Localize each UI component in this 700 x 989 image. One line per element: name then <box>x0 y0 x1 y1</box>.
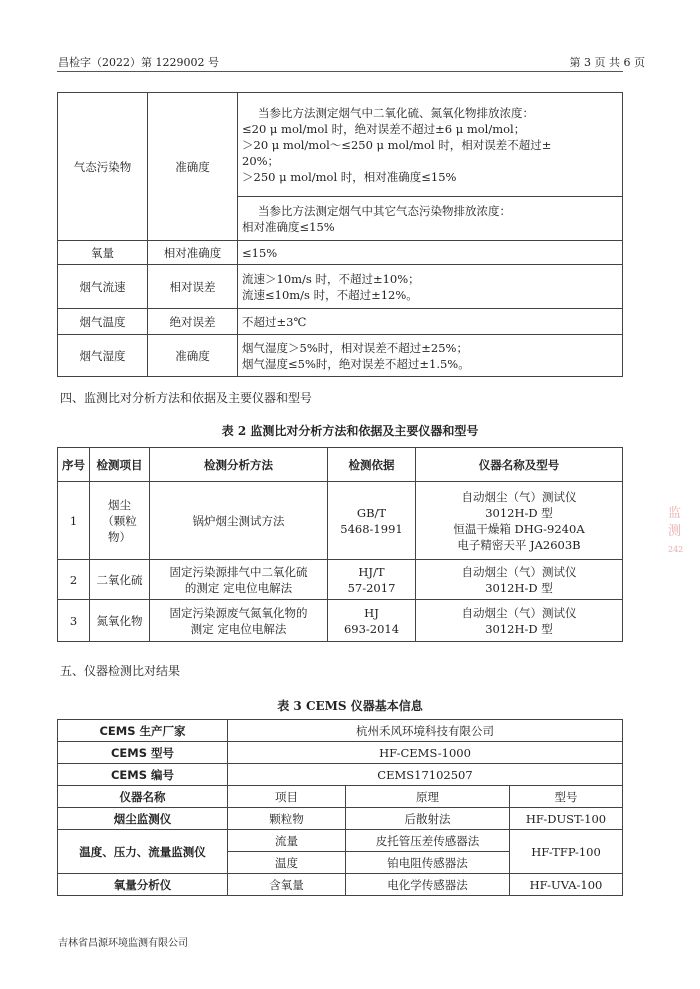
cell-line: 5468-1991 <box>340 521 403 536</box>
item-cell: 二氧化硫 <box>90 560 150 600</box>
spec-cell <box>238 265 623 309</box>
spec-line: 相对准确度≤15% <box>242 219 335 234</box>
seal-stamp <box>668 505 692 559</box>
basis-cell <box>328 600 416 642</box>
instrument-name: 温度、压力、流量监测仪 <box>58 830 228 874</box>
cell-line: 57-2017 <box>347 580 396 595</box>
category-cell: 烟气流速 <box>58 265 148 309</box>
method-cell <box>150 560 328 600</box>
table2-caption: 表 2 监测比对分析方法和依据及主要仪器和型号 <box>221 424 479 438</box>
header-rule <box>57 71 623 72</box>
cell-line: 的测定 定电位电解法 <box>184 580 293 595</box>
item-cell: 准确度 <box>148 93 238 241</box>
section-heading-5: 五、仪器检测比对结果 <box>60 664 181 678</box>
item-cell: 温度 <box>228 852 346 874</box>
stamp-char: 监 <box>668 506 682 521</box>
cems-info-table <box>57 719 623 896</box>
instrument-cell <box>416 560 623 600</box>
item-cell: 含氧量 <box>228 874 346 896</box>
item-cell: 颗粒物 <box>228 808 346 830</box>
cell-line: GB/T <box>356 505 387 520</box>
spec-line: 流速＞10m/s 时，不超过±10%； <box>242 271 420 286</box>
header-cell: 检测分析方法 <box>150 448 328 482</box>
page-number: 第 3 页 共 6 页 <box>569 56 645 69</box>
spec-line: ＞250 μ mol/mol 时，相对准确度≤15% <box>242 169 457 184</box>
table-header-row <box>58 786 623 808</box>
item-cell: 流量 <box>228 830 346 852</box>
table-row <box>58 830 623 852</box>
cell-line: 自动烟尘（气）测试仪 <box>461 605 577 620</box>
table-row <box>58 560 623 600</box>
model-cell: HF-UVA-100 <box>510 874 623 896</box>
instrument-cell <box>416 482 623 560</box>
principle-cell: 电化学传感器法 <box>346 874 510 896</box>
table-row <box>58 764 623 786</box>
table-row <box>58 808 623 830</box>
cell-line: 测定 定电位电解法 <box>190 621 287 636</box>
instrument-name: 氧量分析仪 <box>58 874 228 896</box>
cell-line: 693-2014 <box>343 621 400 636</box>
cell-line: HJ <box>364 605 379 620</box>
label-cell: CEMS 型号 <box>58 742 228 764</box>
value-cell: CEMS17102507 <box>228 764 623 786</box>
cell-line: 3012H-D 型 <box>485 621 553 636</box>
accuracy-table <box>57 92 623 377</box>
spec-line: ＞20 μ mol/mol～≤250 μ mol/mol 时，相对误差不超过± <box>242 137 552 152</box>
row-number: 2 <box>58 560 90 600</box>
item-cell: 绝对误差 <box>148 309 238 335</box>
item-cell: 准确度 <box>148 335 238 377</box>
table-row <box>58 309 623 335</box>
header-cell: 序号 <box>58 448 90 482</box>
cell-line: 3012H-D 型 <box>485 505 553 520</box>
label-cell: CEMS 编号 <box>58 764 228 786</box>
method-cell <box>150 600 328 642</box>
item-cell: 氮氧化物 <box>90 600 150 642</box>
model-cell: HF-DUST-100 <box>510 808 623 830</box>
method-cell: 锅炉烟尘测试方法 <box>150 482 328 560</box>
value-cell: 杭州禾风环境科技有限公司 <box>228 720 623 742</box>
principle-cell: 后散射法 <box>346 808 510 830</box>
spec-line: 烟气湿度＞5%时，相对误差不超过±25%； <box>242 340 468 355</box>
company-footer: 吉林省昌源环境监测有限公司 <box>58 938 188 949</box>
table-row <box>58 720 623 742</box>
table-row <box>58 335 623 377</box>
spec-cell <box>238 93 623 197</box>
header-cell: 仪器名称 <box>58 786 228 808</box>
table-header-row <box>58 448 623 482</box>
category-cell: 气态污染物 <box>58 93 148 241</box>
table-row <box>58 482 623 560</box>
table-row <box>58 874 623 896</box>
header-cell: 检测项目 <box>90 448 150 482</box>
header-cell: 原理 <box>346 786 510 808</box>
value-cell: HF-CEMS-1000 <box>228 742 623 764</box>
row-number: 3 <box>58 600 90 642</box>
instrument-name: 烟尘监测仪 <box>58 808 228 830</box>
method-table <box>57 447 623 642</box>
cell-line: HJ/T <box>358 564 385 579</box>
cell-line: 固定污染源排气中二氧化硫 <box>169 564 308 579</box>
category-cell: 氧量 <box>58 241 148 265</box>
doc-number: 昌检字（2022）第 1229002 号 <box>58 56 219 69</box>
cell-line: 3012H-D 型 <box>485 580 553 595</box>
spec-line: 流速≤10m/s 时，不超过±12%。 <box>242 287 418 302</box>
principle-cell: 皮托管压差传感器法 <box>346 830 510 852</box>
cell-line: 恒温干燥箱 DHG-9240A <box>453 521 585 536</box>
spec-line: 当参比方法测定烟气中二氧化硫、氮氧化物排放浓度： <box>258 105 534 120</box>
spec-line: 烟气湿度≤5%时，绝对误差不超过±1.5%。 <box>242 356 470 371</box>
category-cell: 烟气温度 <box>58 309 148 335</box>
table-row <box>58 742 623 764</box>
table-row <box>58 265 623 309</box>
label-cell: CEMS 生产厂家 <box>58 720 228 742</box>
spec-line: 20%； <box>242 153 280 168</box>
table-row <box>58 241 623 265</box>
table-row <box>58 93 623 197</box>
stamp-char: 测 <box>668 524 682 539</box>
row-number: 1 <box>58 482 90 560</box>
model-cell: HF-TFP-100 <box>510 830 623 874</box>
header-cell: 检测依据 <box>328 448 416 482</box>
cell-line: 自动烟尘（气）测试仪 <box>461 489 577 504</box>
item-cell: 相对准确度 <box>148 241 238 265</box>
cell-line: 烟尘 <box>108 497 131 512</box>
table3-caption: 表 3 CEMS 仪器基本信息 <box>277 699 423 713</box>
cell-line: （颗粒物） <box>102 513 137 544</box>
spec-cell: 不超过±3℃ <box>238 309 623 335</box>
item-cell <box>90 482 150 560</box>
section-heading-4: 四、监测比对分析方法和依据及主要仪器和型号 <box>60 391 313 405</box>
header-cell: 仪器名称及型号 <box>416 448 623 482</box>
header-cell: 型号 <box>510 786 623 808</box>
cell-line: 电子精密天平 JA2603B <box>457 537 581 552</box>
instrument-cell <box>416 600 623 642</box>
principle-cell: 铂电阻传感器法 <box>346 852 510 874</box>
spec-cell: ≤15% <box>238 241 623 265</box>
table-row <box>58 600 623 642</box>
spec-cell <box>238 197 623 241</box>
basis-cell <box>328 560 416 600</box>
cell-line: 固定污染源废气氮氧化物的 <box>169 605 308 620</box>
spec-cell <box>238 335 623 377</box>
basis-cell <box>328 482 416 560</box>
header-cell: 项目 <box>228 786 346 808</box>
category-cell: 烟气湿度 <box>58 335 148 377</box>
cell-line: 自动烟尘（气）测试仪 <box>461 564 577 579</box>
stamp-char: 242 <box>668 545 684 554</box>
spec-line: 当参比方法测定烟气中其它气态污染物排放浓度： <box>258 203 511 218</box>
spec-line: ≤20 μ mol/mol 时，绝对误差不超过±6 μ mol/mol； <box>242 121 526 136</box>
item-cell: 相对误差 <box>148 265 238 309</box>
